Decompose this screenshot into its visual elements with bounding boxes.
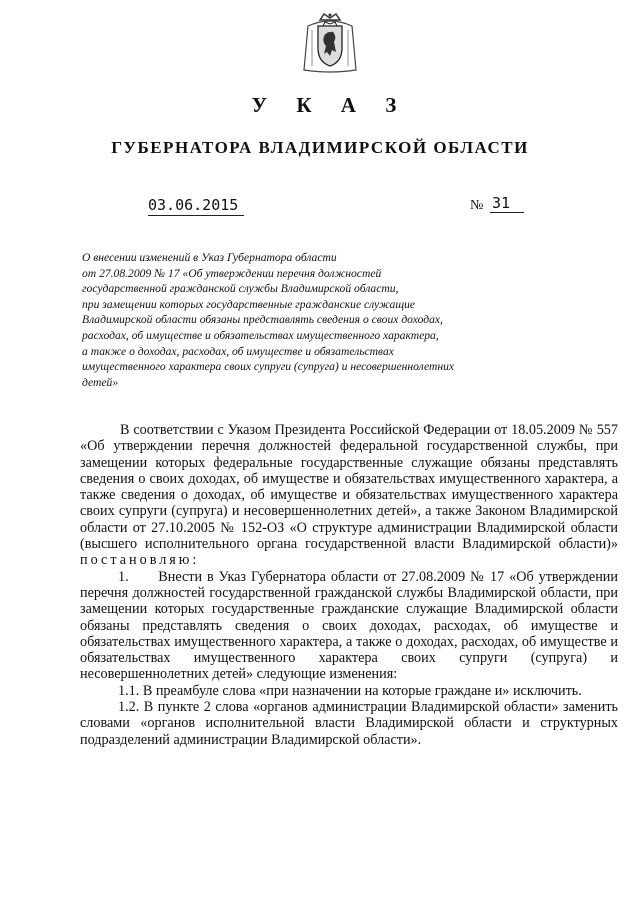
- preamble-line: расходах, об имуществе и обязательствах имущественного характера,: [82, 328, 439, 342]
- decree-body: [80, 422, 618, 748]
- decree-word: постановляю:: [80, 552, 200, 569]
- preamble-line: Владимирской области обязаны представлять сведения о своих доходах,: [82, 313, 443, 327]
- decree-date: 03.06.2015: [148, 196, 244, 216]
- intro-text: В соответствии с Указом Президента Российской Федерации от 18.05.2009 № 557 «Об утверждении перечня должностей федеральной государственной службы, при замещении которых федеральные государственные служащие обязаны представлять сведения о своих доходах, об имуществе и обязательствах имущественного характера, а также сведения о доходах, об имуществе и обязательствах имущественного характера своих супруги (супруга) и несовершеннолетних детей», а также Законом Владимирской области от 27.10.2005 № 152-ОЗ «О структуре администрации Владимирской области (высшего исполнительного органа государственной власти Владимирской области)»: [80, 422, 618, 553]
- intro-paragraph: [80, 422, 618, 569]
- preamble-line: детей»: [82, 375, 119, 389]
- preamble-line: от 27.08.2009 № 17 «Об утверждении перечня должностей: [82, 266, 382, 280]
- preamble-line: при замещении которых государственные гражданские служащие: [82, 297, 416, 311]
- coat-of-arms-emblem: [302, 12, 358, 74]
- item-1-1-paragraph: 1.1. В преамбуле слова «при назначении на которые граждане и» исключить.: [118, 682, 582, 699]
- decree-title: У К А З: [251, 93, 409, 117]
- item-1-2-paragraph: 1.2. В пункте 2 слова «органов администрации Владимирской области» заменить словами «органов исполнительной власти Владимирской области и структурных подразделений администрации Владимирской области».: [80, 699, 618, 748]
- preamble-block: [82, 250, 522, 390]
- item-1-paragraph: 1. Внести в Указ Губернатора области от 27.08.2009 № 17 «Об утверждении перечня должностей государственной гражданской службы Владимирской области, при замещении которых государственные гражданские служащие Владимирской области обязаны представлять сведения о своих доходах, расходах, об имуществе и обязательствах имущественного характера, а также о доходах, расходах, об имуществе и обязательствах имущественного характера своих супруги (супруга) и несовершеннолетних детей» следующие изменения:: [80, 568, 618, 683]
- preamble-line: а также о доходах, расходах, об имуществе и обязательствах: [82, 344, 394, 358]
- preamble-line: государственной гражданской службы Владимирской области,: [82, 282, 399, 296]
- decree-number: 31: [490, 194, 524, 213]
- number-sign: №: [470, 198, 484, 213]
- decree-subtitle: ГУБЕРНАТОРА ВЛАДИМИРСКОЙ ОБЛАСТИ: [111, 138, 529, 157]
- preamble-line: имущественного характера своих супруги (супруга) и несовершеннолетних: [82, 360, 455, 374]
- preamble-line: О внесении изменений в Указ Губернатора области: [82, 251, 337, 264]
